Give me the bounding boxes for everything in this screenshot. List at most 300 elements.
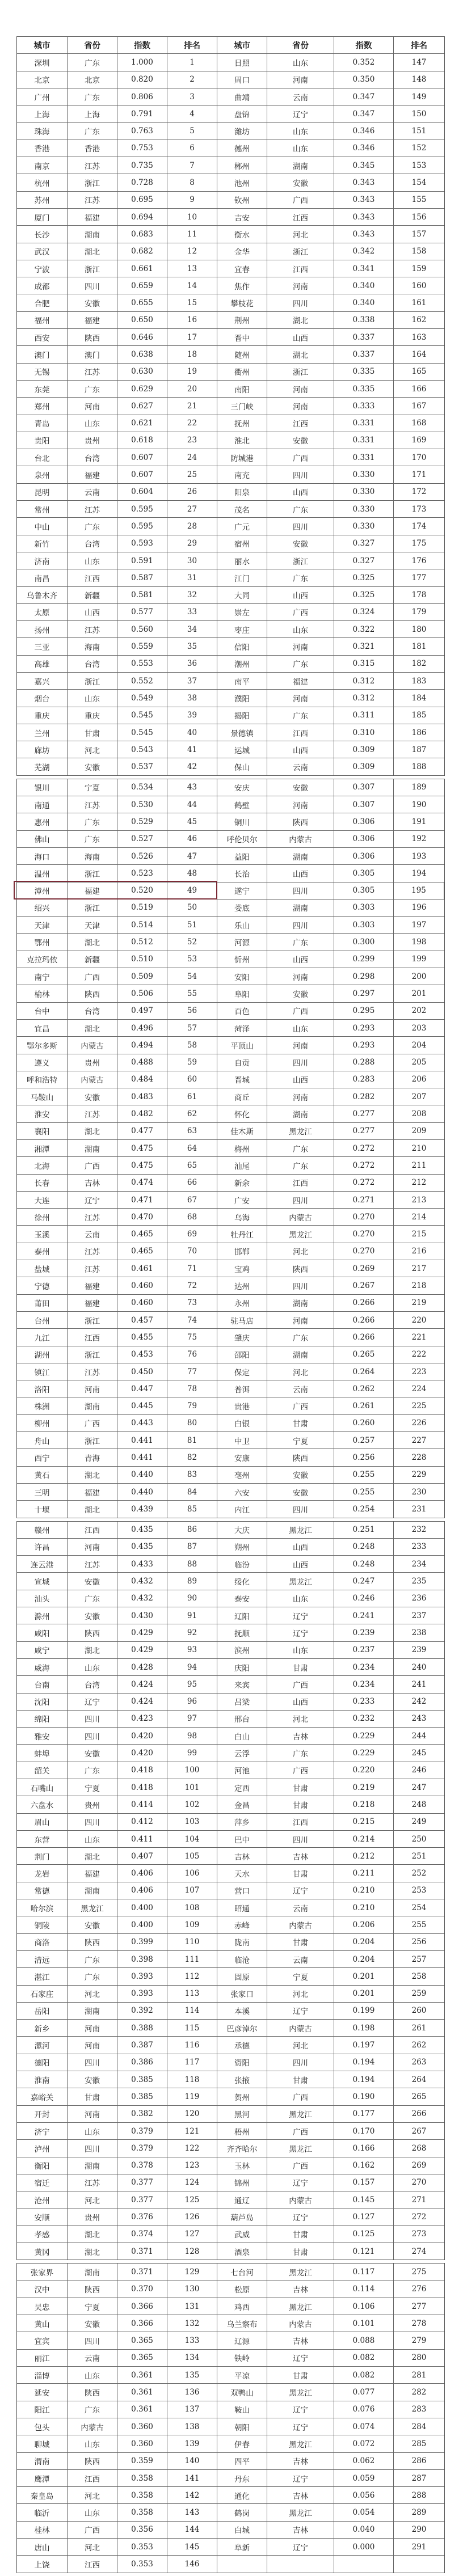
left-index-cell: 0.527 [117, 831, 167, 847]
left-city-cell: 南宁 [17, 968, 68, 985]
left-province-cell: 河北 [68, 2539, 117, 2555]
right-rank-cell: 266 [411, 2109, 427, 2119]
left-city-cell: 昆明 [17, 484, 68, 500]
right-index-cell: 0.311 [334, 707, 394, 724]
left-city-cell: 扬州 [17, 621, 68, 637]
left-city-cell: 上海 [17, 105, 68, 122]
left-province-cell: 山西 [68, 604, 117, 620]
left-city-cell: 济宁 [17, 2123, 68, 2139]
left-index-cell: 0.629 [117, 381, 167, 397]
left-rank-cell: 108 [167, 1899, 217, 1916]
right-province-cell: 陕西 [267, 813, 334, 830]
right-city-cell: 武威 [217, 2226, 267, 2243]
table-row [17, 449, 444, 466]
right-province-cell: 河南 [267, 638, 334, 654]
left-rank-cell: 134 [167, 2350, 217, 2366]
right-city-cell: 日照 [217, 54, 267, 70]
left-province-cell: 海南 [68, 848, 117, 864]
left-province-cell: 福建 [68, 1277, 117, 1294]
right-rank-cell: 291 [411, 2542, 427, 2552]
right-rank-cell: 264 [411, 2075, 427, 2084]
left-province-cell: 浙江 [68, 1346, 117, 1363]
right-index-cell: 0.337 [334, 346, 394, 362]
left-rank-cell: 62 [167, 1105, 217, 1122]
right-index-cell: 0.212 [334, 1848, 394, 1864]
left-index-cell: 0.655 [117, 294, 167, 311]
right-province-cell: 山东 [267, 54, 334, 70]
left-index-cell: 0.526 [117, 848, 167, 864]
left-city-cell: 嘉峪关 [17, 2088, 68, 2105]
right-rank-cell: 200 [411, 972, 427, 981]
left-province-cell: 安徽 [68, 1745, 117, 1761]
left-index-cell: 0.424 [117, 1694, 167, 1710]
left-rank-cell: 112 [167, 1968, 217, 1984]
right-index-cell: 0.303 [334, 917, 394, 933]
right-province-cell: 河北 [267, 1363, 334, 1380]
right-rank-cell: 284 [411, 2422, 427, 2431]
right-city-cell: 乌海 [217, 1209, 267, 1225]
left-rank-cell: 51 [167, 917, 217, 933]
left-index-cell: 0.435 [117, 1539, 167, 1555]
left-index-cell: 0.488 [117, 1054, 167, 1071]
left-index-cell: 0.366 [117, 2315, 167, 2332]
table-row [17, 294, 444, 311]
table-section [16, 1521, 445, 2261]
right-province-cell: 吉林 [267, 2487, 334, 2503]
left-city-cell: 南京 [17, 157, 68, 174]
left-index-cell: 0.753 [117, 140, 167, 157]
right-city-cell: 梅州 [217, 1140, 267, 1156]
right-city-cell: 巴中 [217, 1831, 267, 1847]
right-city-cell: 盘锦 [217, 105, 267, 122]
left-rank-cell: 126 [167, 2208, 217, 2225]
right-province-cell: 甘肃 [267, 1779, 334, 1796]
right-city-cell: 七台河 [217, 2263, 267, 2280]
right-city-cell: 云浮 [217, 1745, 267, 1761]
right-rank-cell: 245 [411, 1749, 427, 1758]
right-rank-cell: 224 [411, 1384, 427, 1393]
right-rank-cell: 270 [411, 2178, 427, 2188]
left-rank-cell: 68 [167, 1209, 217, 1225]
left-index-cell: 0.358 [117, 2487, 167, 2503]
left-rank-cell: 35 [167, 638, 217, 654]
right-province-cell: 四川 [267, 1192, 334, 1208]
left-city-cell: 黄冈 [17, 2243, 68, 2260]
left-province-cell: 云南 [68, 484, 117, 500]
left-index-cell: 0.595 [117, 518, 167, 534]
left-city-cell: 克拉玛依 [17, 951, 68, 968]
right-province-cell: 河南 [267, 1312, 334, 1328]
left-index-cell: 0.460 [117, 1295, 167, 1311]
left-rank-cell: 85 [167, 1501, 217, 1517]
table-row [17, 260, 444, 277]
table-row [17, 243, 444, 260]
right-city-cell: 崇左 [217, 604, 267, 620]
right-city-cell: 曲靖 [217, 88, 267, 105]
right-index-cell: 0.297 [334, 985, 394, 1002]
right-city-cell: 广元 [217, 518, 267, 534]
left-city-cell: 湖州 [17, 1346, 68, 1363]
left-index-cell: 0.607 [117, 466, 167, 483]
left-city-cell: 漯河 [17, 2037, 68, 2053]
left-province-cell: 内蒙古 [68, 1071, 117, 1088]
right-city-cell: 保山 [217, 758, 267, 775]
left-province-cell: 江西 [68, 2470, 117, 2486]
right-city-cell: 南平 [217, 673, 267, 689]
right-province-cell: 广西 [267, 1676, 334, 1692]
left-rank-cell: 74 [167, 1312, 217, 1328]
right-rank-cell: 274 [411, 2246, 427, 2256]
left-rank-cell: 20 [167, 381, 217, 397]
right-province-cell: 河北 [267, 226, 334, 242]
left-city-cell: 上饶 [17, 2556, 68, 2572]
right-province-cell: 湖北 [267, 312, 334, 328]
right-rank-cell: 162 [411, 315, 427, 325]
right-rank-cell: 159 [411, 264, 427, 273]
left-index-cell: 0.537 [117, 758, 167, 775]
left-province-cell: 台湾 [68, 656, 117, 672]
right-province-cell: 云南 [267, 758, 334, 775]
left-province-cell: 四川 [68, 2332, 117, 2349]
right-province-cell: 吉林 [267, 1728, 334, 1744]
left-province-cell: 贵州 [68, 432, 117, 449]
left-province-cell: 台湾 [68, 449, 117, 466]
right-rank-cell: 149 [411, 92, 427, 102]
right-province-cell: 湖南 [267, 900, 334, 916]
right-rank-cell: 210 [411, 1143, 427, 1153]
right-province-cell: 吉林 [267, 2453, 334, 2469]
left-city-cell: 汕头 [17, 1590, 68, 1607]
left-index-cell: 1.000 [117, 54, 167, 70]
right-city-cell: 金华 [217, 243, 267, 260]
left-province-cell: 河北 [68, 1986, 117, 2002]
right-province-cell: 陕西 [267, 1449, 334, 1466]
left-index-cell: 0.418 [117, 1762, 167, 1779]
left-city-cell: 泉州 [17, 466, 68, 483]
table-row [17, 779, 444, 796]
left-index-cell: 0.735 [117, 157, 167, 174]
right-province-cell: 湖南 [267, 157, 334, 174]
left-index-cell: 0.475 [117, 1157, 167, 1173]
table-row [17, 1539, 444, 1556]
left-index-cell: 0.447 [117, 1380, 167, 1397]
right-rank-cell: 177 [411, 573, 427, 582]
left-rank-cell: 136 [167, 2384, 217, 2400]
right-city-cell: 平顶山 [217, 1037, 267, 1053]
right-province-cell: 吉林 [267, 2522, 334, 2538]
left-rank-cell: 137 [167, 2401, 217, 2418]
left-city-cell: 兰州 [17, 724, 68, 741]
right-province-cell: 江西 [267, 724, 334, 741]
right-rank-cell: 232 [411, 1525, 427, 1535]
left-index-cell: 0.435 [117, 1522, 167, 1538]
right-city-cell: 酒泉 [217, 2243, 267, 2260]
left-city-cell: 新竹 [17, 535, 68, 552]
left-index-cell: 0.406 [117, 1865, 167, 1881]
left-index-cell: 0.440 [117, 1484, 167, 1500]
left-province-cell: 浙江 [68, 1312, 117, 1328]
right-city-cell: 永州 [217, 1295, 267, 1311]
right-province-cell: 四川 [267, 882, 334, 899]
left-index-cell: 0.412 [117, 1814, 167, 1830]
table-row [17, 1934, 444, 1951]
left-index-cell: 0.465 [117, 1243, 167, 1260]
table-row [17, 707, 444, 724]
left-city-cell: 眉山 [17, 1814, 68, 1830]
left-city-cell: 台北 [17, 449, 68, 466]
left-city-cell: 长春 [17, 1175, 68, 1191]
left-province-cell: 广东 [68, 813, 117, 830]
left-city-cell: 泸州 [17, 2140, 68, 2156]
right-city-cell: 白山 [217, 1728, 267, 1744]
left-index-cell: 0.376 [117, 2208, 167, 2225]
left-index-cell: 0.361 [117, 2401, 167, 2418]
left-city-cell: 贵阳 [17, 432, 68, 449]
left-province-cell: 湖南 [68, 1140, 117, 1156]
table-row [17, 432, 444, 449]
table-row [17, 1522, 444, 1539]
right-province-cell: 广西 [267, 604, 334, 620]
right-province-cell: 黑龙江 [267, 2263, 334, 2280]
left-rank-cell: 131 [167, 2298, 217, 2315]
left-province-cell: 江西 [68, 1329, 117, 1345]
left-province-cell: 台湾 [68, 535, 117, 552]
right-rank-cell: 248 [411, 1800, 427, 1809]
table-row [17, 2071, 444, 2088]
table-row [17, 1814, 444, 1831]
right-index-cell: 0.345 [334, 157, 394, 174]
left-index-cell: 0.475 [117, 1140, 167, 1156]
left-rank-cell: 89 [167, 1573, 217, 1589]
right-rank-cell: 208 [411, 1109, 427, 1119]
table-row [17, 1986, 444, 2003]
table-section [16, 36, 445, 776]
right-rank-cell: 148 [411, 75, 427, 85]
left-province-cell: 福建 [68, 466, 117, 483]
right-city-cell: 南阳 [217, 381, 267, 397]
left-index-cell: 0.581 [117, 587, 167, 603]
right-rank-cell: 197 [411, 920, 427, 930]
right-province-cell: 黑龙江 [267, 1522, 334, 1538]
left-index-cell: 0.356 [117, 2522, 167, 2538]
table-row [17, 398, 444, 415]
left-city-cell: 福州 [17, 312, 68, 328]
right-rank-cell: 235 [411, 1577, 427, 1586]
left-city-cell: 韶关 [17, 1762, 68, 1779]
right-index-cell: 0.315 [334, 656, 394, 672]
left-rank-cell: 9 [167, 192, 217, 208]
table-row [17, 1590, 444, 1607]
table-row [17, 157, 444, 174]
right-province-cell: 安徽 [267, 535, 334, 552]
right-city-cell: 阜阳 [217, 985, 267, 1002]
right-index-cell: 0.338 [334, 312, 394, 328]
right-rank-cell: 259 [411, 1989, 427, 1999]
right-province-cell: 内蒙古 [267, 1916, 334, 1933]
left-province-cell: 广东 [68, 54, 117, 70]
right-province-cell: 辽宁 [267, 2208, 334, 2225]
table-row [17, 2174, 444, 2191]
right-city-cell: 汕尾 [217, 1157, 267, 1173]
right-rank-cell: 288 [411, 2490, 427, 2500]
right-province-cell: 山东 [267, 1590, 334, 1607]
left-index-cell: 0.661 [117, 260, 167, 277]
left-index-cell: 0.406 [117, 1882, 167, 1899]
right-province-cell: 福建 [267, 673, 334, 689]
right-rank-cell: 282 [411, 2388, 427, 2397]
table-row [17, 900, 444, 917]
right-city-cell: 铁岭 [217, 2350, 267, 2366]
right-index-cell: 0.293 [334, 1020, 394, 1036]
right-rank-cell: 263 [411, 2058, 427, 2067]
right-province-cell: 河南 [267, 690, 334, 706]
right-province-cell: 广西 [267, 192, 334, 208]
left-province-cell: 湖北 [68, 1848, 117, 1864]
left-rank-cell: 109 [167, 1916, 217, 1933]
left-rank-cell: 107 [167, 1882, 217, 1899]
right-index-cell: 0.082 [334, 2367, 394, 2383]
right-city-cell: 梧州 [217, 2123, 267, 2139]
right-city-cell: 潍坊 [217, 123, 267, 139]
left-city-cell: 包头 [17, 2418, 68, 2435]
right-index-cell: 0.266 [334, 1295, 394, 1311]
right-province-cell: 吉林 [267, 1848, 334, 1864]
table-row [17, 1157, 444, 1174]
right-province-cell: 广西 [267, 1762, 334, 1779]
right-index-cell: 0.343 [334, 226, 394, 242]
left-province-cell: 安徽 [68, 2315, 117, 2332]
right-city-cell: 三门峡 [217, 398, 267, 414]
left-city-cell: 漳州 [17, 882, 68, 899]
table-row [17, 673, 444, 690]
left-rank-cell: 93 [167, 1642, 217, 1658]
left-rank-cell: 80 [167, 1415, 217, 1431]
left-city-cell: 湛江 [17, 1968, 68, 1984]
right-city-cell: 金昌 [217, 1796, 267, 1813]
table-row [17, 1277, 444, 1294]
right-province-cell: 山西 [267, 1071, 334, 1088]
left-province-cell: 宁夏 [68, 2298, 117, 2315]
right-rank-cell: 228 [411, 1452, 427, 1462]
left-province-cell: 台湾 [68, 1003, 117, 1019]
left-rank-cell: 116 [167, 2037, 217, 2053]
left-index-cell: 0.470 [117, 1209, 167, 1225]
table-row [17, 1003, 444, 1020]
right-index-cell: 0.270 [334, 1243, 394, 1260]
right-index-cell: 0.331 [334, 415, 394, 432]
right-index-cell: 0.346 [334, 140, 394, 157]
left-city-cell: 十堰 [17, 1501, 68, 1517]
right-index-cell: 0.331 [334, 449, 394, 466]
left-city-cell: 宣城 [17, 1573, 68, 1589]
right-index-cell: 0.322 [334, 621, 394, 637]
left-province-cell: 江苏 [68, 796, 117, 813]
table-row [17, 1105, 444, 1122]
right-index-cell: 0.330 [334, 501, 394, 517]
left-index-cell: 0.360 [117, 2418, 167, 2435]
left-index-cell: 0.430 [117, 1607, 167, 1624]
right-province-cell: 广东 [267, 501, 334, 517]
left-city-cell: 台州 [17, 1312, 68, 1328]
table-row [17, 2556, 444, 2572]
left-index-cell: 0.791 [117, 105, 167, 122]
right-province-cell: 广西 [267, 2157, 334, 2174]
right-index-cell: 0.072 [334, 2435, 394, 2452]
left-rank-cell: 140 [167, 2453, 217, 2469]
left-index-cell: 0.523 [117, 865, 167, 881]
left-city-cell: 桂林 [17, 2522, 68, 2538]
left-rank-cell: 6 [167, 140, 217, 157]
table-row [17, 1175, 444, 1192]
right-city-cell: 葫芦岛 [217, 2208, 267, 2225]
right-city-cell: 江门 [217, 569, 267, 586]
right-province-cell: 广东 [267, 934, 334, 950]
left-index-cell: 0.630 [117, 364, 167, 380]
right-index-cell: 0.157 [334, 2174, 394, 2191]
right-province-cell: 山东 [267, 140, 334, 157]
right-province-cell: 河南 [267, 277, 334, 294]
right-province-cell: 辽宁 [267, 2350, 334, 2366]
right-province-cell: 安徽 [267, 985, 334, 1002]
left-index-cell: 0.433 [117, 1556, 167, 1572]
right-rank-cell: 190 [411, 800, 427, 809]
right-province-cell: 内蒙古 [267, 2191, 334, 2208]
right-index-cell: 0.239 [334, 1624, 394, 1641]
right-index-cell: 0.170 [334, 2123, 394, 2139]
right-city-cell: 安庆 [217, 779, 267, 796]
left-province-cell: 陕西 [68, 329, 117, 345]
right-rank-cell: 173 [411, 504, 427, 514]
right-index-cell: 0.293 [334, 1037, 394, 1053]
table-row [17, 192, 444, 209]
left-index-cell: 0.450 [117, 1363, 167, 1380]
right-province-cell [267, 2556, 334, 2572]
right-city-cell: 周口 [217, 71, 267, 88]
column-header-province: 省份 [267, 37, 334, 53]
right-province-cell: 山东 [267, 1020, 334, 1036]
left-city-cell: 临沂 [17, 2504, 68, 2520]
left-index-cell: 0.646 [117, 329, 167, 345]
left-city-cell: 青岛 [17, 415, 68, 432]
left-index-cell: 0.453 [117, 1346, 167, 1363]
table-row [17, 1243, 444, 1260]
left-rank-cell: 30 [167, 552, 217, 569]
right-index-cell: 0.248 [334, 1556, 394, 1572]
left-province-cell: 贵州 [68, 1796, 117, 1813]
left-index-cell: 0.420 [117, 1745, 167, 1761]
left-province-cell: 内蒙古 [68, 2418, 117, 2435]
right-province-cell: 甘肃 [267, 1415, 334, 1431]
left-city-cell: 合肥 [17, 294, 68, 311]
left-province-cell: 浙江 [68, 900, 117, 916]
left-city-cell: 六盘水 [17, 1796, 68, 1813]
right-index-cell: 0.305 [334, 882, 394, 899]
right-index-cell: 0.204 [334, 1934, 394, 1950]
right-city-cell: 晋城 [217, 1071, 267, 1088]
right-province-cell: 吉林 [267, 2332, 334, 2349]
left-province-cell: 四川 [68, 1814, 117, 1830]
right-index-cell: 0.343 [334, 192, 394, 208]
right-rank-cell: 225 [411, 1401, 427, 1411]
right-index-cell: 0.298 [334, 968, 394, 985]
left-rank-cell: 50 [167, 900, 217, 916]
right-rank-cell: 212 [411, 1178, 427, 1188]
left-city-cell: 三亚 [17, 638, 68, 654]
table-row [17, 1694, 444, 1711]
right-index-cell: 0.229 [334, 1745, 394, 1761]
table-row [17, 2470, 444, 2487]
right-province-cell: 广东 [267, 569, 334, 586]
